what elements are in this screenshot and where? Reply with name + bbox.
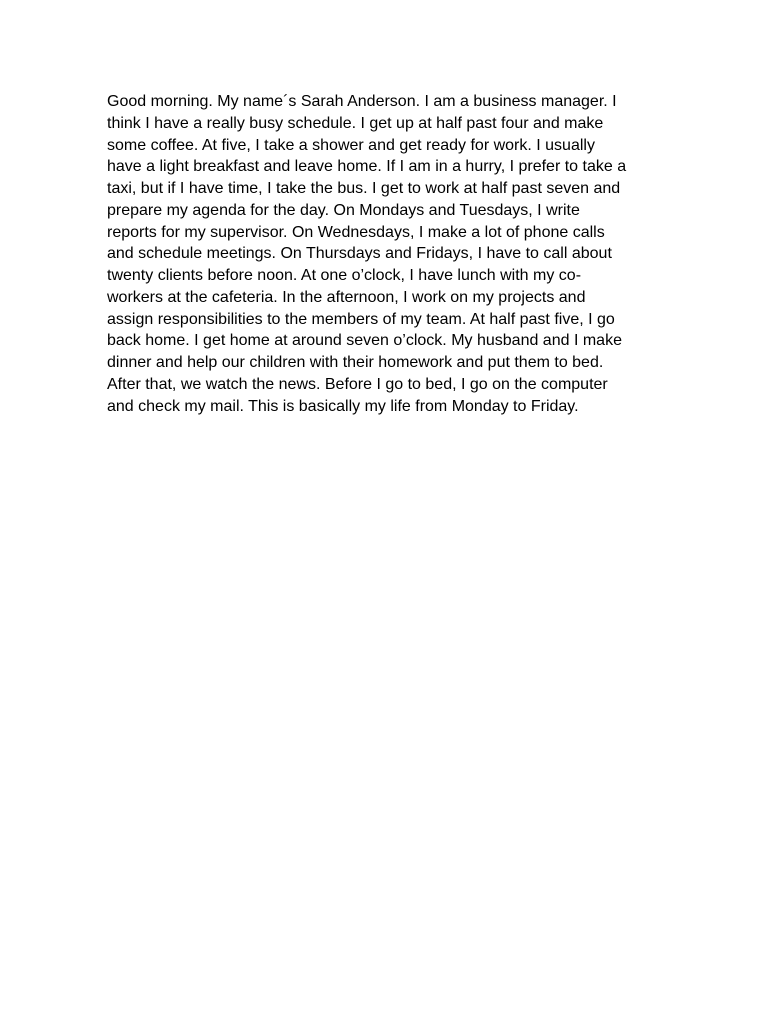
- paragraph-line: Good morning. My name´s Sarah Anderson. I am a business manager. I: [107, 93, 617, 110]
- paragraph-line: prepare my agenda for the day. On Mondays and Tuesdays, I write: [107, 201, 580, 219]
- paragraph-line: After that, we watch the news. Before I go to bed, I go on the computer: [107, 375, 608, 393]
- paragraph-line: have a light breakfast and leave home. If I am in a hurry, I prefer to take a: [107, 158, 627, 176]
- paragraph-line: dinner and help our children with their homework and put them to bed.: [107, 354, 604, 371]
- paragraph-line: some coffee. At five, I take a shower and get ready for work. I usually: [107, 136, 595, 154]
- paragraph-line: twenty clients before noon. At one o’clock, I have lunch with my co-: [107, 267, 582, 284]
- paragraph-line: reports for my supervisor. On Wednesdays, I make a lot of phone calls: [107, 223, 605, 241]
- paragraph-line: back home. I get home at around seven o’clock. My husband and I make: [107, 332, 622, 350]
- body-paragraph: [107, 91, 667, 417]
- paragraph-line: think I have a really busy schedule. I get up at half past four and make: [107, 114, 604, 132]
- paragraph-line: taxi, but if I have time, I take the bus. I get to work at half past seven and: [107, 180, 621, 197]
- paragraph-line: and schedule meetings. On Thursdays and Fridays, I have to call about: [107, 245, 612, 263]
- paragraph-line: assign responsibilities to the members of my team. At half past five, I go: [107, 310, 615, 328]
- paragraph-line: workers at the cafeteria. In the afternoon, I work on my projects and: [107, 288, 586, 306]
- paragraph-line: and check my mail. This is basically my life from Monday to Friday.: [107, 397, 579, 415]
